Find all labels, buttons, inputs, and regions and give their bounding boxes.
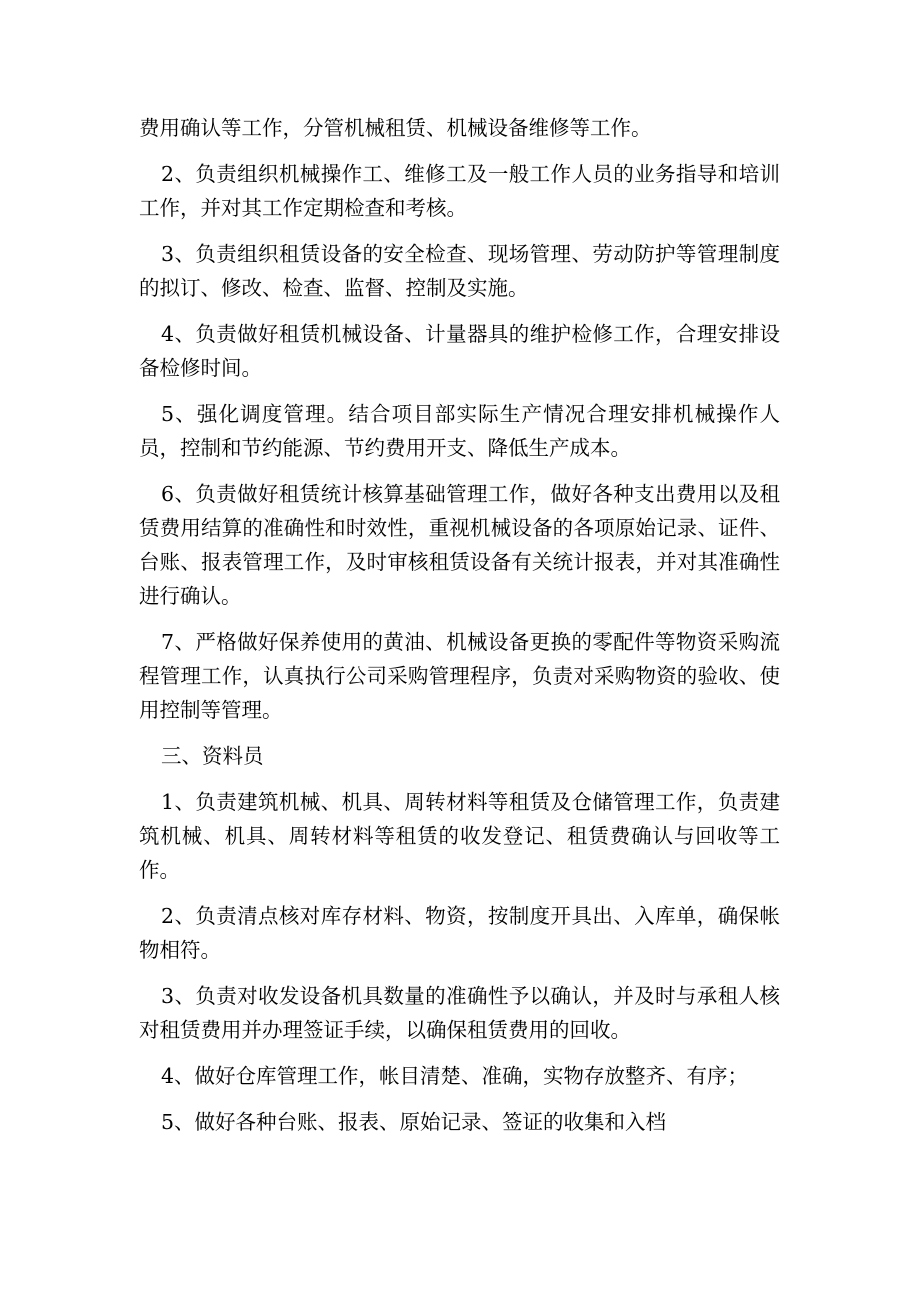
paragraph-archivist-item-4: 4、做好仓库管理工作，帐目清楚、准确，实物存放整齐、有序； [161, 1064, 749, 1088]
section-heading-archivist: 三、资料员 [161, 744, 264, 768]
paragraph-archivist-item-1: 1、负责建筑机械、机具、周转材料等租赁及仓储管理工作，负责建筑机械、机具、周转材料等租赁的收发登记、租赁费确认与回收等工作。 [139, 790, 780, 882]
paragraph-item-6: 6、负责做好租赁统计核算基础管理工作，做好各种支出费用以及租赁费用结算的准确性和时效性，重视机械设备的各项原始记录、证件、台账、报表管理工作，及时审核租赁设备有关统计报表，并对其准确性进行确认。 [139, 482, 780, 608]
paragraph-item-2: 2、负责组织机械操作工、维修工及一般工作人员的业务指导和培训工作，并对其工作定期检查和考核。 [139, 162, 780, 220]
paragraph-item-7: 7、严格做好保养使用的黄油、机械设备更换的零配件等物资采购流程管理工作，认真执行公司采购管理程序，负责对采购物资的验收、使用控制等管理。 [139, 630, 780, 722]
document-body [139, 111, 780, 1151]
paragraph-item-3: 3、负责组织租赁设备的安全检查、现场管理、劳动防护等管理制度的拟订、修改、检查、监督、控制及实施。 [139, 242, 780, 300]
paragraph-item-4: 4、负责做好租赁机械设备、计量器具的维护检修工作，合理安排设备检修时间。 [139, 322, 780, 380]
paragraph-archivist-item-3: 3、负责对收发设备机具数量的准确性予以确认，并及时与承租人核对租赁费用并办理签证手续，以确保租赁费用的回收。 [139, 984, 780, 1042]
paragraph-archivist-item-5: 5、做好各种台账、报表、原始记录、签证的收集和入档 [161, 1110, 667, 1134]
paragraph-archivist-item-2: 2、负责清点核对库存材料、物资，按制度开具出、入库单，确保帐物相符。 [139, 904, 780, 962]
paragraph-continuation: 费用确认等工作，分管机械租赁、机械设备维修等工作。 [139, 116, 652, 140]
paragraph-item-5: 5、强化调度管理。结合项目部实际生产情况合理安排机械操作人员，控制和节约能源、节约费用开支、降低生产成本。 [139, 402, 780, 460]
